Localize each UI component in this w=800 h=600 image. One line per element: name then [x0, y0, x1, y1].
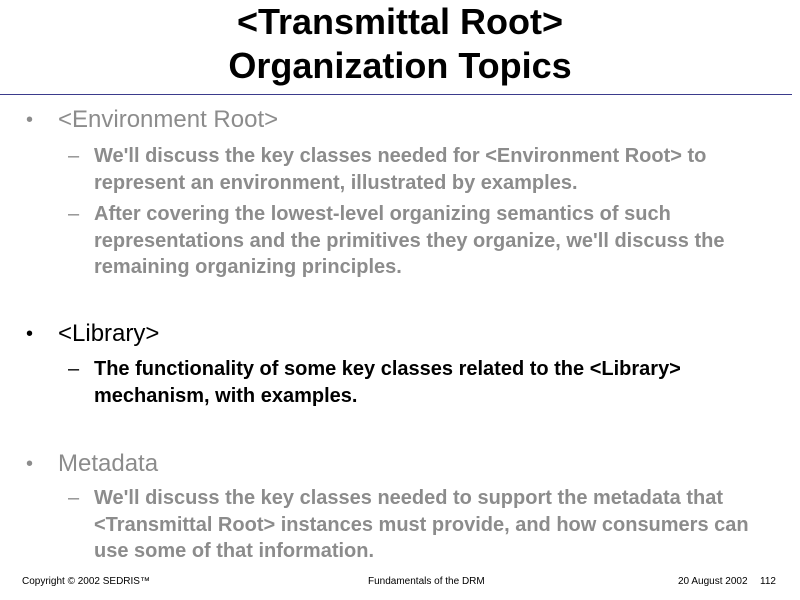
title-divider [0, 94, 792, 95]
dash-icon: – [68, 487, 80, 509]
bullet-icon: • [26, 453, 34, 475]
bullet-icon: • [26, 323, 34, 345]
sub-point-text: We'll discuss the key classes needed to support the metadata that <Transmittal Root> instances must provide, and how consumers can use some of that information. [94, 487, 749, 562]
slide-title-line-1: <Transmittal Root> [236, 1, 564, 42]
sub-point-text: We'll discuss the key classes needed for <Environment Root> to represent an environment, illustrated by examples. [94, 145, 707, 194]
sub-point-text: After covering the lowest-level organizing semantics of such representations and the primitives they organize, we'll discuss the remaining organizing principles. [94, 203, 725, 278]
dash-icon: – [68, 145, 80, 167]
slide-title-line-2: Organization Topics [228, 45, 572, 86]
topic-label: <Library> [58, 320, 160, 347]
dash-icon: – [68, 203, 80, 225]
topic-label: Metadata [58, 450, 159, 477]
dash-icon: – [68, 358, 80, 380]
footer-copyright: Copyright © 2002 SEDRIS™ [22, 576, 150, 587]
bullet-icon: • [26, 109, 34, 131]
footer-date: 20 August 2002 [678, 576, 748, 587]
footer-page-number: 112 [760, 576, 776, 587]
footer-course-title: Fundamentals of the DRM [368, 576, 485, 587]
sub-point-text: The functionality of some key classes related to the <Library> mechanism, with examples. [94, 358, 681, 407]
topic-label: <Environment Root> [58, 106, 279, 133]
